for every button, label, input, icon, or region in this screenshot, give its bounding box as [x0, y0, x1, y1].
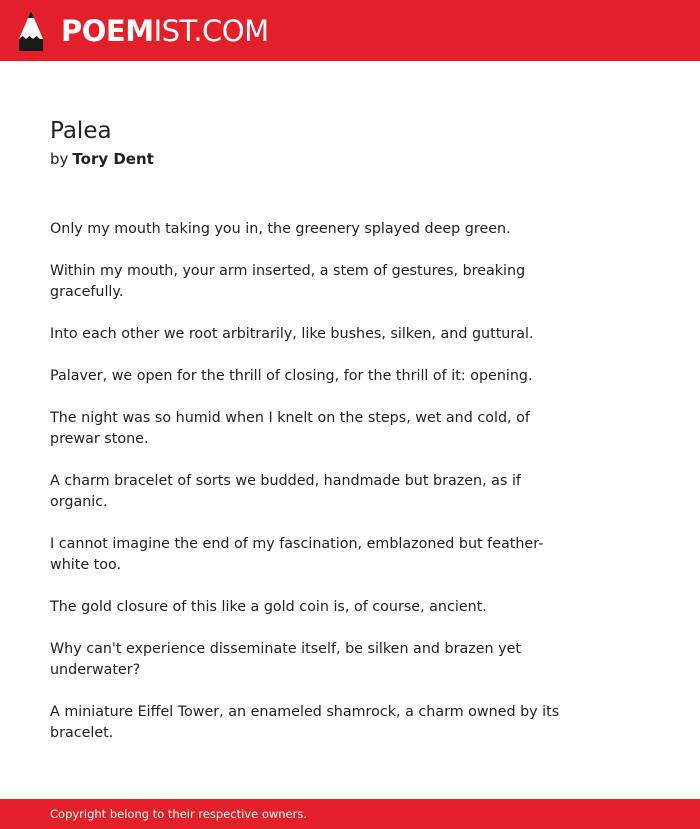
poem-stanza: Into each other we root arbitrarily, like bushes, silken, and guttural. [50, 326, 534, 342]
site-logo-text [61, 9, 269, 53]
poem-stanza: Only my mouth taking you in, the greenery splayed deep green. [50, 221, 511, 237]
poem-body [50, 219, 570, 765]
pencil-tip-icon [18, 10, 44, 52]
poem-stanza: Within my mouth, your arm inserted, a stem of gestures, breaking gracefully. [50, 263, 526, 300]
site-header [0, 0, 700, 61]
logo-light-text: IST.COM [153, 14, 269, 48]
site-logo-link[interactable] [18, 9, 269, 53]
by-label: by [50, 150, 69, 168]
poem-stanza: The gold closure of this like a gold coin is, of course, ancient. [50, 599, 487, 615]
copyright-text: Copyright belong to their respective owners. [50, 807, 308, 821]
author-name: Tory Dent [72, 150, 154, 168]
poem-title: Palea [50, 118, 112, 144]
poem-stanza: A miniature Eiffel Tower, an enameled shamrock, a charm owned by its bracelet. [50, 704, 560, 741]
poem-stanza: The night was so humid when I knelt on the steps, wet and cold, of prewar stone. [50, 410, 530, 447]
poem-byline [50, 149, 154, 169]
poem-stanza: A charm bracelet of sorts we budded, handmade but brazen, as if organic. [50, 473, 521, 510]
poem-stanza: Palaver, we open for the thrill of closing, for the thrill of it: opening. [50, 368, 533, 384]
poem-stanza: Why can't experience disseminate itself, be silken and brazen yet underwater? [50, 641, 521, 678]
poem-stanza: I cannot imagine the end of my fascination, emblazoned but feather-white too. [50, 536, 544, 573]
logo-strong-text: POEM [61, 14, 154, 48]
site-footer [0, 799, 700, 829]
